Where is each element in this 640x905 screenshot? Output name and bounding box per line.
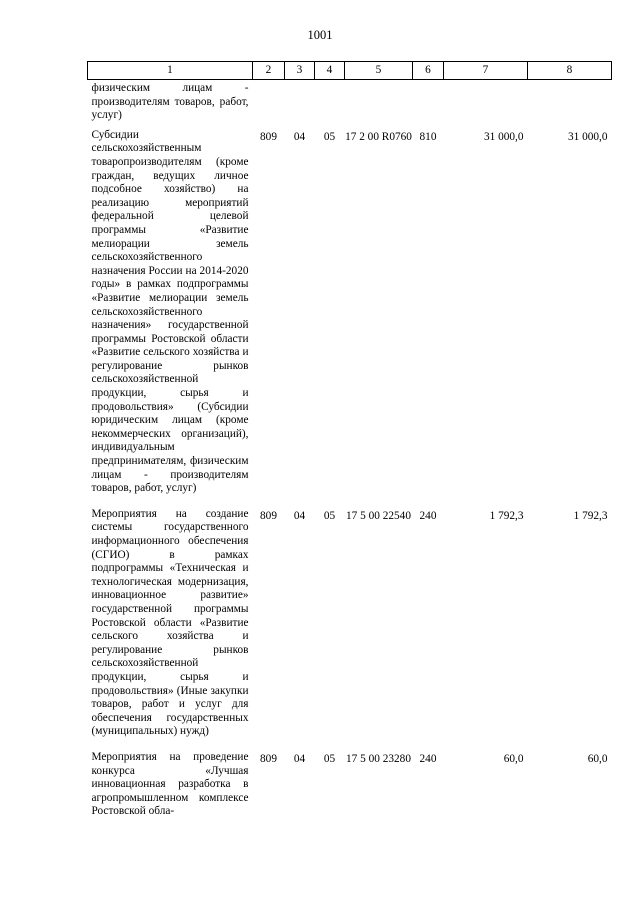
amount-col7: 60,0 xyxy=(503,752,524,765)
amount-col8: 60,0 xyxy=(587,752,608,765)
table-row xyxy=(88,129,612,508)
row-description: физическим лицам - производителям товаров, работ, услуг) xyxy=(91,82,249,122)
section-code: 04 xyxy=(293,752,306,765)
table-header-row xyxy=(88,62,612,80)
subsection-code: 05 xyxy=(323,509,336,522)
subsection-code: 05 xyxy=(323,752,336,765)
target-article-code: 17 2 00 R0760 xyxy=(345,130,412,143)
table-row xyxy=(88,751,612,831)
ministry-code: 809 xyxy=(260,752,277,765)
column-header-5: 5 xyxy=(345,62,413,80)
expense-type-code: 240 xyxy=(419,509,437,522)
section-code: 04 xyxy=(293,509,306,522)
column-header-8: 8 xyxy=(528,62,612,80)
expense-type-code: 240 xyxy=(419,752,437,765)
row-description: Мероприятия на проведение конкурса «Лучшая инновационная разработка в агропромышленном комплексе Ростовской обла- xyxy=(91,750,249,818)
column-header-4: 4 xyxy=(315,62,345,80)
ministry-code: 809 xyxy=(260,130,277,143)
expense-type-code: 810 xyxy=(419,130,437,143)
row-description: Мероприятия на создание системы государственного информационного обеспечения (СГИО) в рамках подпрограммы «Техническая и технологическая модернизация, инновационное развитие» государственной программы Ростовской области «Развитие сельского хозяйства и регулирование рынков сельскохозяйственной продукции, сырья и продовольствия» (Иные закупки товаров, работ и услуг для обеспечения государственных (муниципальных) нужд) xyxy=(91,507,249,738)
section-code: 04 xyxy=(293,130,306,143)
table-row xyxy=(88,508,612,751)
target-article-code: 17 5 00 23280 xyxy=(346,752,411,765)
column-header-6: 6 xyxy=(413,62,444,80)
budget-table xyxy=(87,61,612,831)
amount-col8: 1 792,3 xyxy=(573,509,608,522)
subsection-code: 05 xyxy=(323,130,336,143)
amount-col8: 31 000,0 xyxy=(567,130,608,143)
amount-col7: 1 792,3 xyxy=(489,509,524,522)
column-header-3: 3 xyxy=(285,62,315,80)
row-description: Субсидии сельскохозяйственным товаропроизводителям (кроме граждан, ведущих личное подсобное хозяйство) на реализацию мероприятий федеральной целевой программы «Развитие мелиорации земель сельскохозяйственного назначения России на 2014-2020 годы» в рамках подпрограммы «Развитие мелиорации земель сельскохозяйственного назначения» государственной программы Ростовской области «Развитие сельского хозяйства и регулирование рынков сельскохозяйственной продукции, сырья и продовольствия» (Субсидии юридическим лицам (кроме некоммерческих организаций), индивидуальным предпринимателям, физическим лицам - производителям товаров, работ, услуг) xyxy=(91,128,249,495)
page-number: 1001 xyxy=(307,28,333,42)
column-header-1: 1 xyxy=(88,62,253,80)
column-header-7: 7 xyxy=(444,62,528,80)
column-header-2: 2 xyxy=(253,62,285,80)
amount-col7: 31 000,0 xyxy=(483,130,524,143)
table-row xyxy=(88,80,612,129)
target-article-code: 17 5 00 22540 xyxy=(346,509,411,522)
ministry-code: 809 xyxy=(260,509,277,522)
